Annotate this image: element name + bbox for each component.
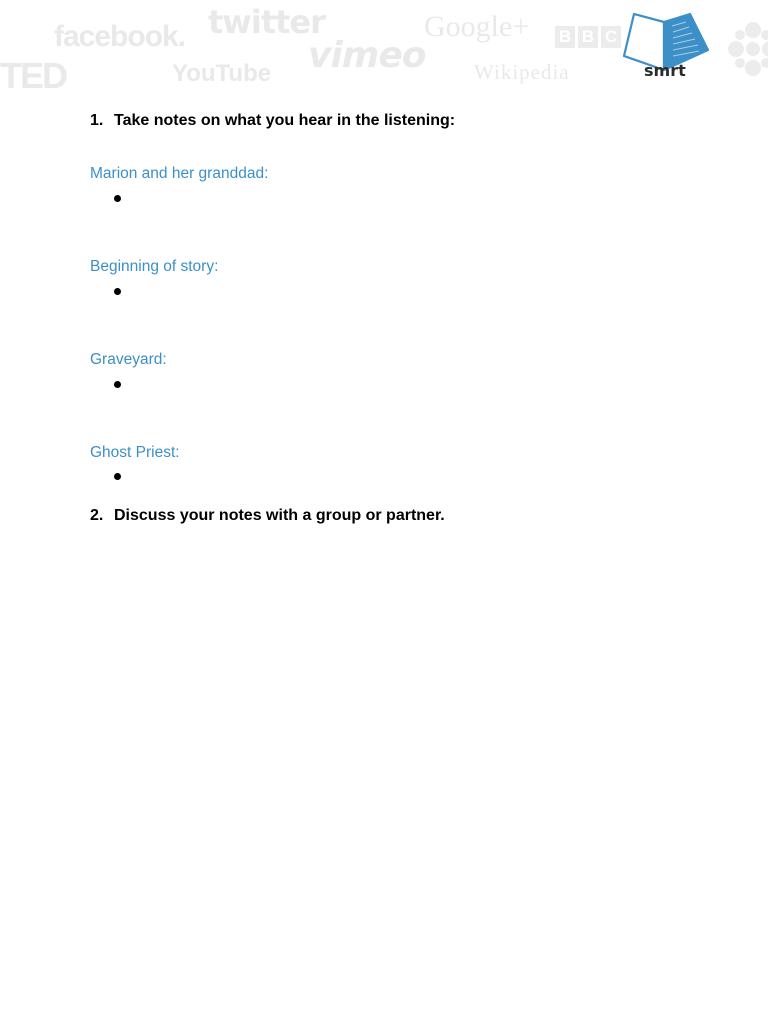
bullet-point	[114, 286, 124, 296]
bbc-letter: B	[555, 26, 575, 48]
bbc-letter: B	[578, 26, 598, 48]
section-label-marion: Marion and her granddad:	[90, 165, 269, 182]
bbc-watermark	[555, 26, 621, 48]
section-label-ghost-priest: Ghost Priest:	[90, 444, 180, 461]
question-number: 2.	[90, 507, 104, 524]
cbc-gem-icon	[728, 18, 768, 80]
twitter-watermark: twitter	[208, 3, 325, 41]
bullet-point	[114, 379, 124, 389]
youtube-watermark: YouTube	[172, 60, 272, 87]
facebook-watermark: facebook.	[54, 20, 186, 53]
question-number: 1.	[90, 112, 104, 129]
header-banner	[0, 0, 768, 88]
wikipedia-watermark: Wikipedia	[474, 60, 570, 84]
bullet-point	[114, 471, 124, 481]
vimeo-watermark: vimeo	[308, 35, 426, 76]
bullet-point	[114, 193, 124, 203]
ted-watermark: TED	[0, 55, 66, 88]
section-label-graveyard: Graveyard:	[90, 351, 167, 368]
question-2	[90, 507, 445, 525]
question-text: Take notes on what you hear in the listening:	[114, 112, 456, 129]
logo-text: smrt	[644, 61, 686, 80]
question-1	[90, 112, 455, 130]
bbc-letter: C	[601, 26, 621, 48]
section-label-beginning: Beginning of story:	[90, 258, 219, 275]
question-text: Discuss your notes with a group or partner.	[114, 507, 445, 524]
google-plus-watermark: Google+	[424, 10, 530, 43]
